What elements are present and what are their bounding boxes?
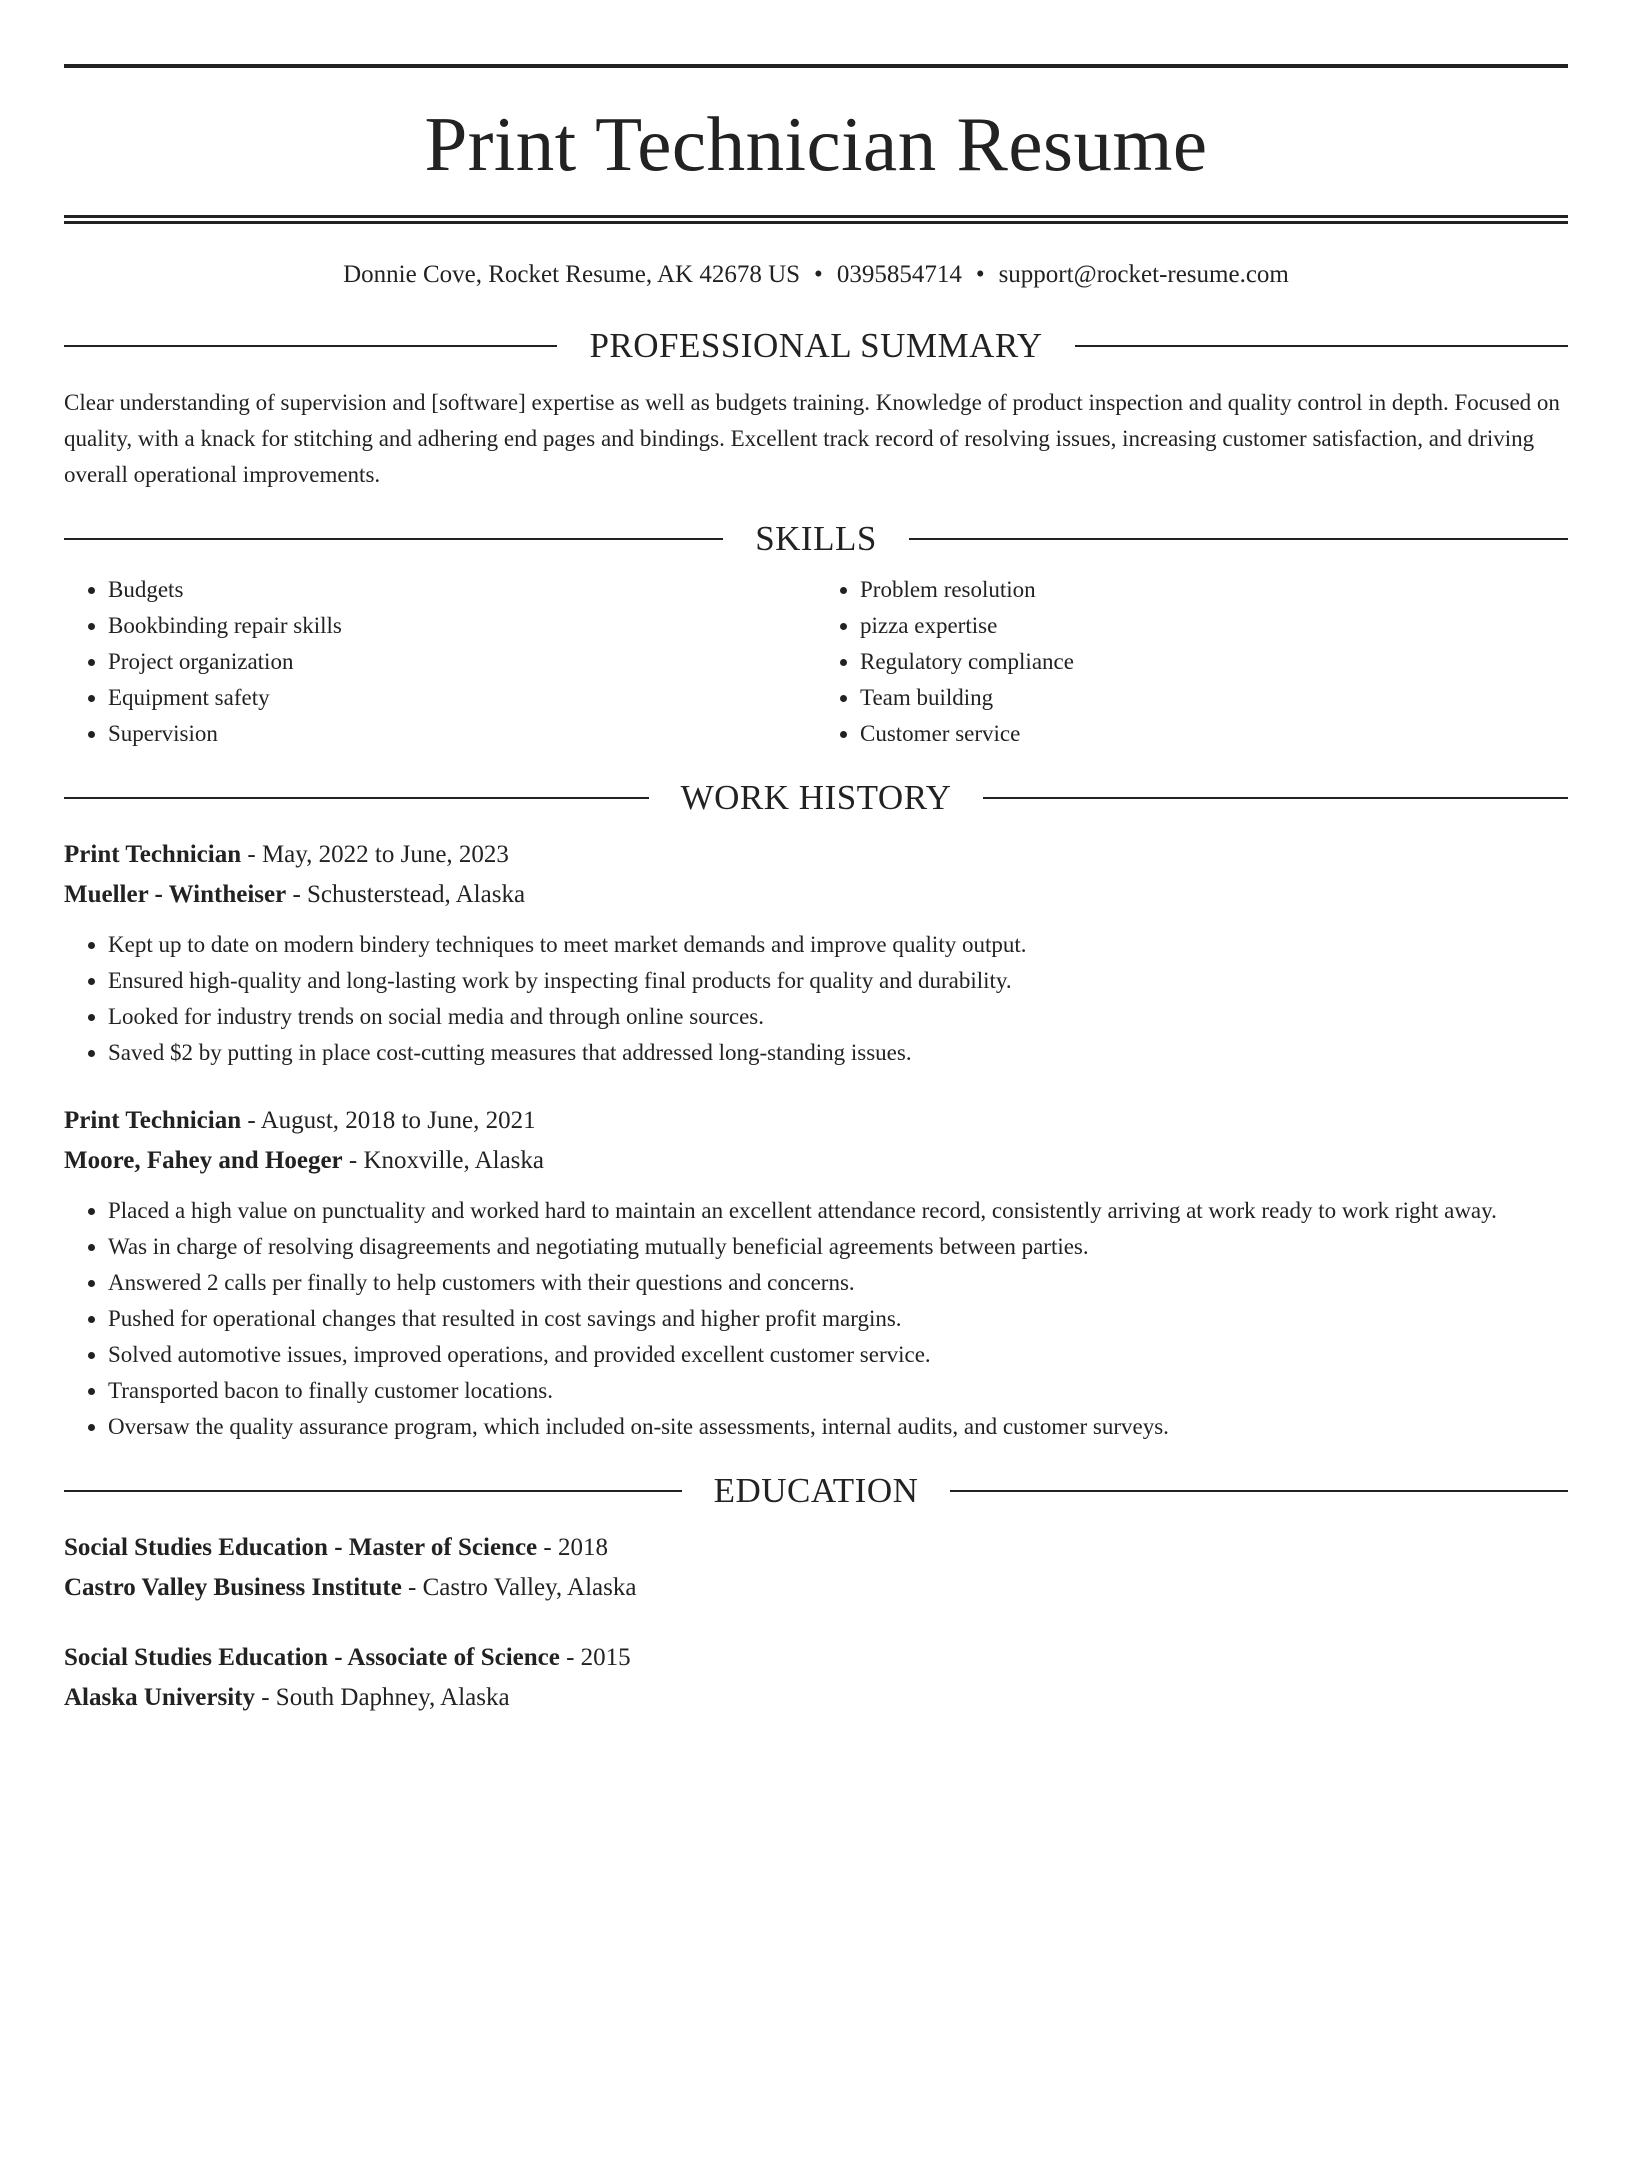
section-rule-right	[909, 538, 1568, 540]
contact-phone: 0395854714	[836, 261, 962, 288]
section-rule-right	[950, 1490, 1568, 1492]
degree-year: - 2018	[543, 1534, 608, 1561]
skill-item: • pizza expertise	[860, 608, 1568, 644]
title-double-rule	[64, 215, 1568, 224]
contact-address: Donnie Cove, Rocket Resume, AK 42678 US	[343, 261, 801, 288]
top-rule	[64, 64, 1568, 68]
degree-line	[64, 1638, 1568, 1678]
school: Alaska University	[64, 1684, 255, 1711]
job-bullet: • Looked for industry trends on social media and through online sources.	[108, 999, 1568, 1035]
contact-line	[64, 260, 1568, 290]
summary-text: Clear understanding of supervision and [software] expertise as well as budgets training. Knowledge of product inspection and quality control in depth. Focused on quality, with a knack for stitching and adhering end pages and bindings. Excellent track record of resolving issues, increasing customer satisfaction, and driving overall operational improvements.	[64, 390, 1560, 487]
job-entry	[64, 835, 1568, 1071]
contact-separator: •	[814, 261, 823, 288]
job-title-line	[64, 1101, 1568, 1141]
job-bullet: • Saved $2 by putting in place cost-cutting measures that addressed long-standing issues.	[108, 1035, 1568, 1071]
job-bullet: • Answered 2 calls per finally to help customers with their questions and concerns.	[108, 1265, 1568, 1301]
job-bullets	[64, 1193, 1568, 1445]
school-location: - Castro Valley, Alaska	[408, 1574, 637, 1601]
section-rule-left	[64, 538, 723, 540]
job-bullet: • Solved automotive issues, improved operations, and provided excellent customer service.	[108, 1337, 1568, 1373]
school: Castro Valley Business Institute	[64, 1574, 402, 1601]
contact-email: support@rocket-resume.com	[998, 261, 1289, 288]
degree-year: - 2015	[566, 1644, 631, 1671]
skill-item: • Team building	[860, 680, 1568, 716]
job-bullets	[64, 927, 1568, 1071]
job-dates: - May, 2022 to June, 2023	[247, 841, 509, 868]
education-entry	[64, 1638, 1568, 1718]
skill-item: • Supervision	[108, 716, 816, 752]
resume-title: Print Technician Resume	[424, 101, 1208, 187]
job-title: Print Technician	[64, 1107, 242, 1134]
skills-section-header	[64, 521, 1568, 556]
summary-section-header	[64, 328, 1568, 363]
section-rule-left	[64, 1490, 682, 1492]
section-rule-right	[983, 797, 1568, 799]
education-entry	[64, 1528, 1568, 1608]
job-bullet: • Kept up to date on modern bindery techniques to meet market demands and improve quality output.	[108, 927, 1568, 963]
job-bullet: • Was in charge of resolving disagreements and negotiating mutually beneficial agreements between parties.	[108, 1229, 1568, 1265]
skills-heading: SKILLS	[755, 519, 877, 558]
degree: Social Studies Education - Master of Science	[64, 1534, 538, 1561]
skill-item: • Regulatory compliance	[860, 644, 1568, 680]
section-rule-left	[64, 345, 557, 347]
skill-item: • Problem resolution	[860, 572, 1568, 608]
section-rule-left	[64, 797, 649, 799]
job-company-line	[64, 1141, 1568, 1181]
job-company-line	[64, 875, 1568, 915]
school-line	[64, 1678, 1568, 1718]
resume-page	[0, 64, 1632, 2176]
skill-item: • Bookbinding repair skills	[108, 608, 816, 644]
job-bullet: • Ensured high-quality and long-lasting work by inspecting final products for quality and durability.	[108, 963, 1568, 999]
degree: Social Studies Education - Associate of Science	[64, 1644, 560, 1671]
job-bullet: • Transported bacon to finally customer locations.	[108, 1373, 1568, 1409]
skills-column-right	[816, 572, 1568, 752]
job-location: - Knoxville, Alaska	[348, 1147, 545, 1174]
job-title: Print Technician	[64, 841, 242, 868]
work-section-header	[64, 780, 1568, 815]
contact-separator: •	[975, 261, 985, 288]
section-rule-right	[1075, 345, 1568, 347]
summary-heading: PROFESSIONAL SUMMARY	[589, 326, 1043, 365]
school-line	[64, 1568, 1568, 1608]
skill-item: • Customer service	[860, 716, 1568, 752]
skills-list	[64, 572, 1568, 752]
skill-item: • Equipment safety	[108, 680, 816, 716]
job-location: - Schusterstead, Alaska	[292, 881, 526, 908]
education-section-header	[64, 1473, 1568, 1508]
skill-item: • Project organization	[108, 644, 816, 680]
job-company: Mueller - Wintheiser	[64, 881, 287, 908]
skill-item: • Budgets	[108, 572, 816, 608]
school-location: - South Daphney, Alaska	[261, 1684, 510, 1711]
job-company: Moore, Fahey and Hoeger	[64, 1147, 343, 1174]
education-heading: EDUCATION	[713, 1471, 919, 1510]
job-entry	[64, 1101, 1568, 1445]
job-dates: - August, 2018 to June, 2021	[247, 1107, 536, 1134]
job-bullet: • Pushed for operational changes that resulted in cost savings and higher profit margins.	[108, 1301, 1568, 1337]
job-title-line	[64, 835, 1568, 875]
skills-column-left	[64, 572, 816, 752]
job-bullet: • Oversaw the quality assurance program, which included on-site assessments, internal audits, and customer surveys.	[108, 1409, 1568, 1445]
job-bullet: • Placed a high value on punctuality and worked hard to maintain an excellent attendance record, consistently arriving at work ready to work right away.	[108, 1193, 1568, 1229]
work-heading: WORK HISTORY	[680, 778, 952, 817]
degree-line	[64, 1528, 1568, 1568]
